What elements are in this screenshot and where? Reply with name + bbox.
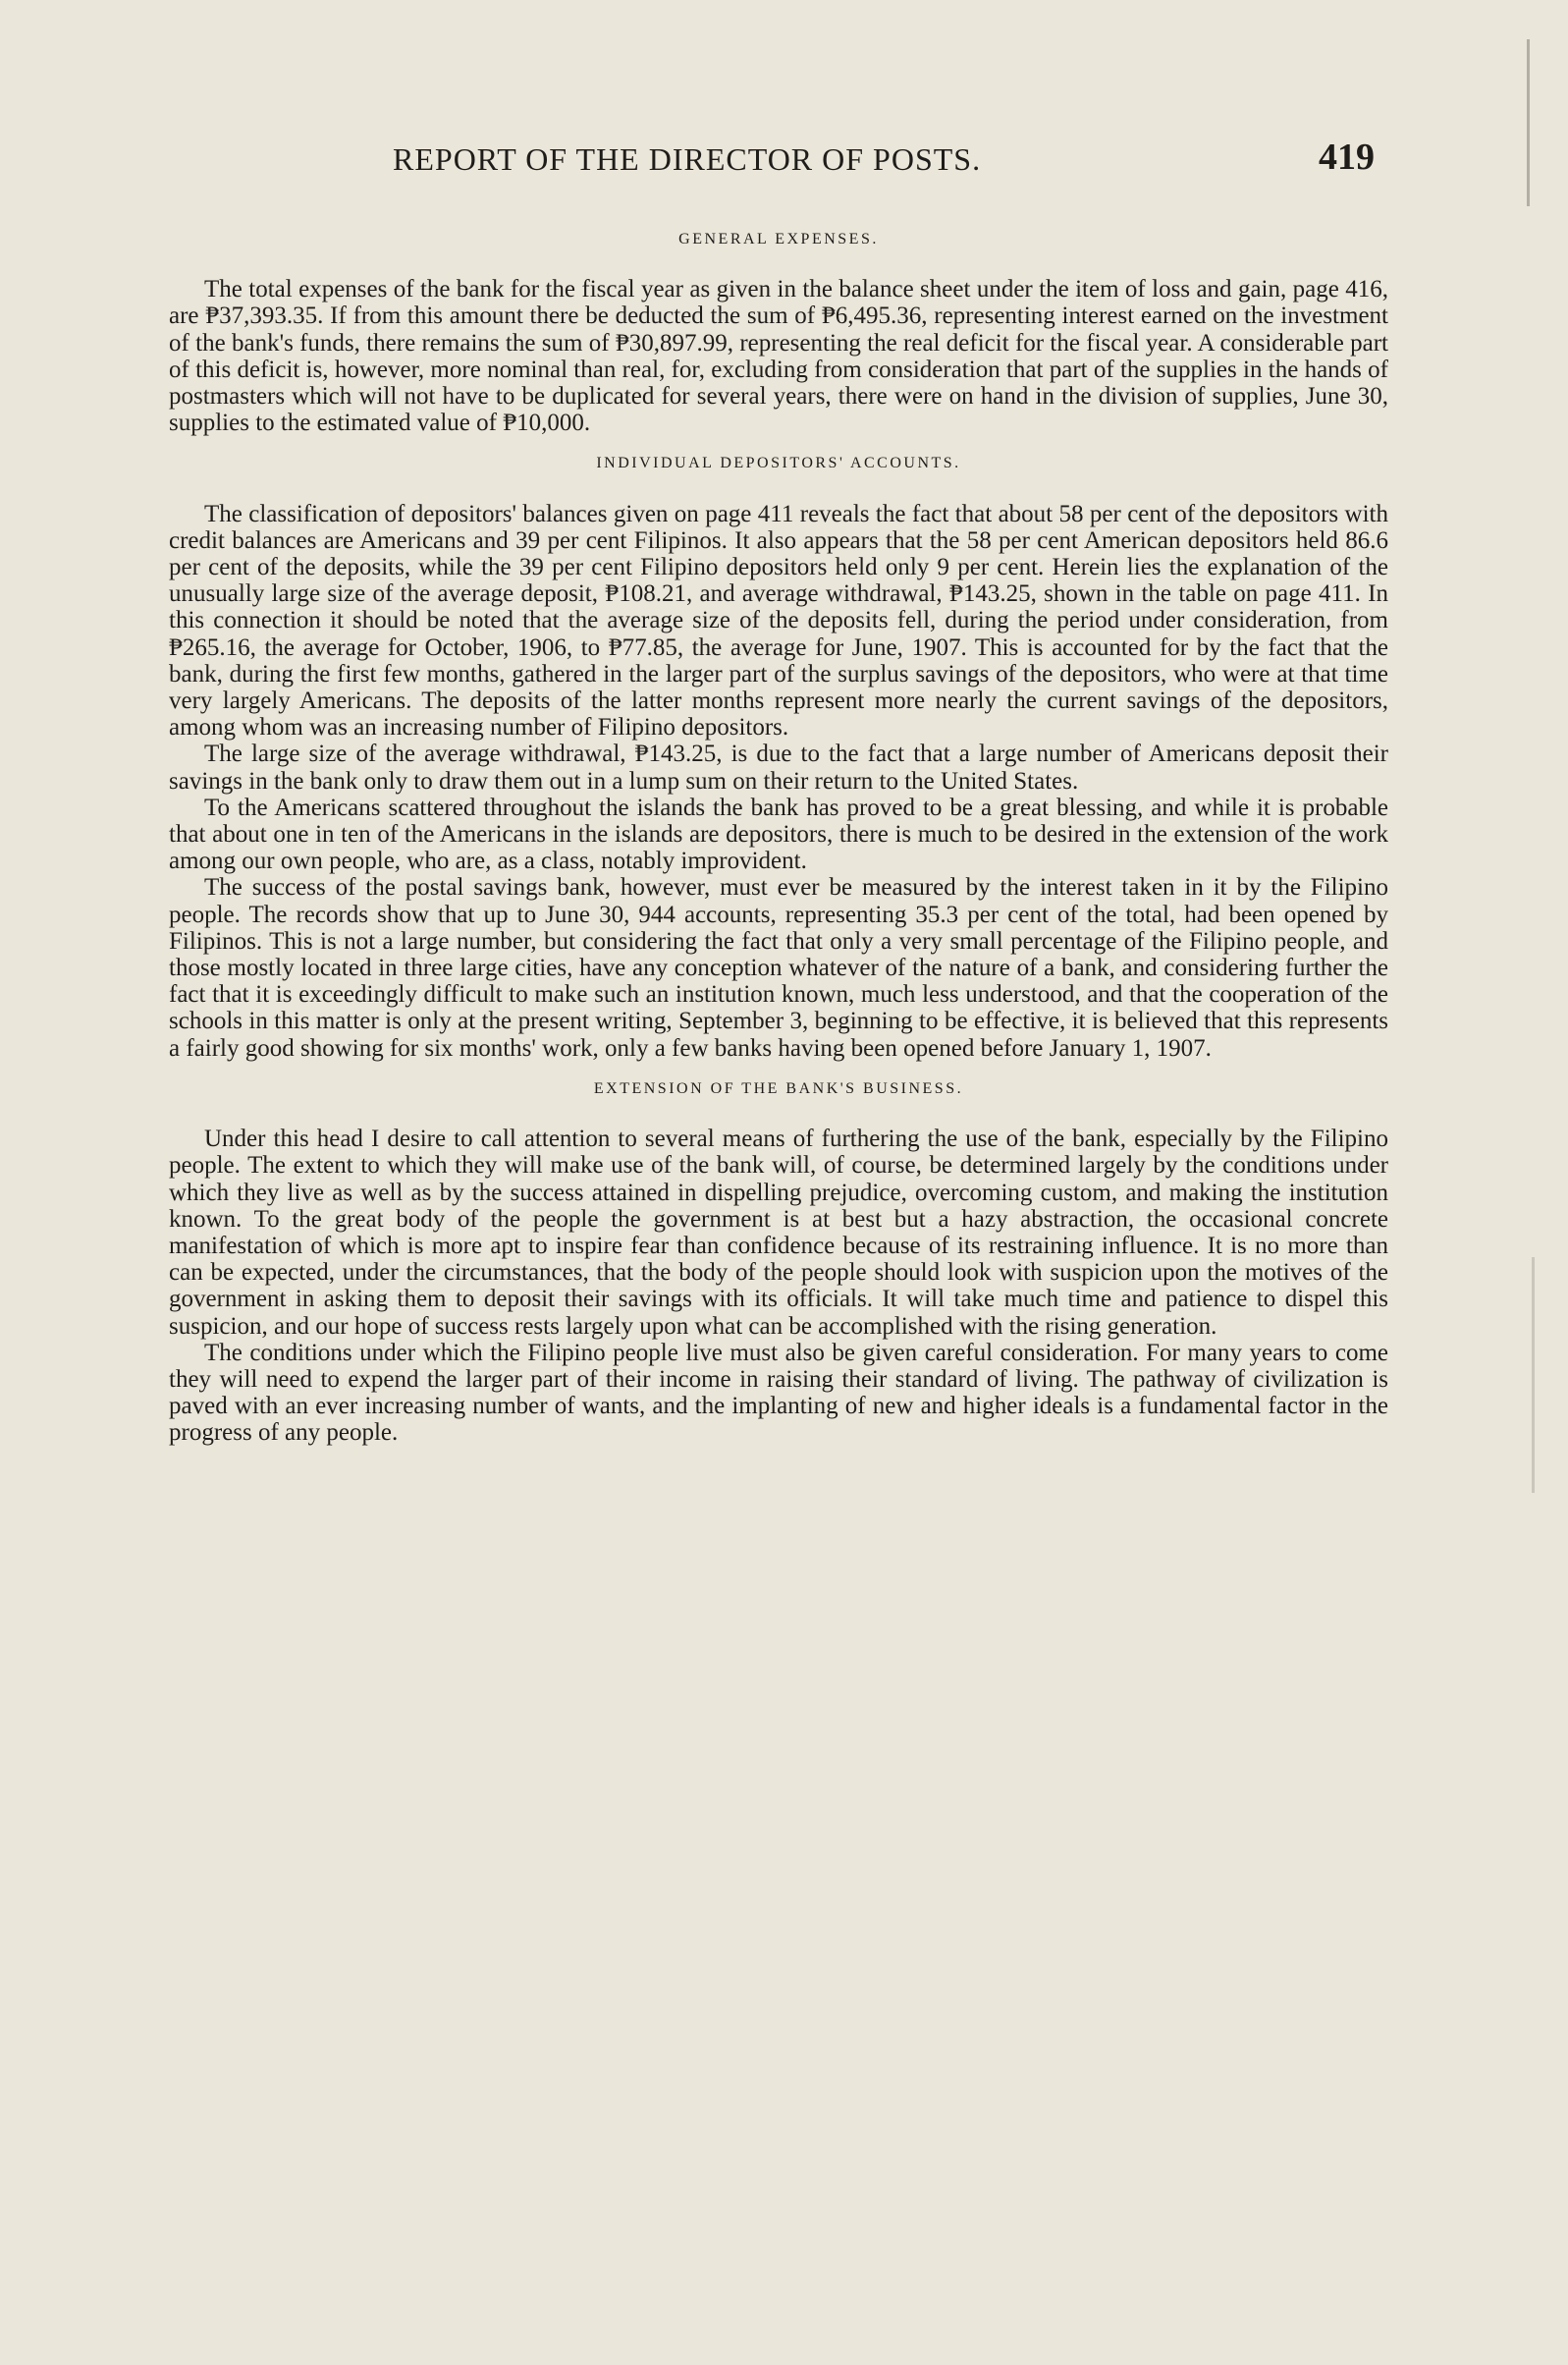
page-number: 419 <box>1319 137 1375 178</box>
paragraph: To the Americans scattered throughout the islands the bank has proved to be a great blessing, and while it is probable that about one in ten of the Americans in the islands are depositors, there is much to be desired in the extension of the work among our own people, who are, as a class, notably improvident. <box>169 794 1388 875</box>
paragraph: The large size of the average withdrawal, ₱143.25, is due to the fact that a large number of Americans deposit their savings in the bank only to draw them out in a lump sum on their return to the United States. <box>169 741 1388 795</box>
paragraph: Under this head I desire to call attention to several means of furthering the use of the bank, especially by the Filipino people. The extent to which they will make use of the bank will, of course, be determined largely by the conditions under which they live as well as by the success attained in dispelling prejudice, overcoming custom, and making the institution known. To the great body of the people the government is at best but a hazy abstraction, the occasional concrete manifestation of which is more apt to inspire fear than confidence because of its restraining influence. It is no more than can be expected, under the circumstances, that the body of the people should look with suspicion upon the motives of the government in asking them to deposit their savings with its officials. It will take much time and patience to dispel this suspicion, and our hope of success rests largely upon what can be accomplished with the rising generation. <box>169 1126 1388 1340</box>
running-head: REPORT OF THE DIRECTOR OF POSTS. <box>393 141 982 177</box>
paragraph: The total expenses of the bank for the fiscal year as given in the balance sheet under the item of loss and gain, page 416, are ₱37,393.35. If from this amount there be deducted the sum of ₱6,495.36, representing interest earned on the investment of the bank's funds, there remains the sum of ₱30,897.99, representing the real deficit for the fiscal year. A considerable part of this deficit is, however, more nominal than real, for, excluding from consideration that part of the supplies in the hands of postmasters which will not have to be duplicated for several years, there were on hand in the division of supplies, June 30, supplies to the estimated value of ₱10,000. <box>169 276 1388 437</box>
paragraph: The success of the postal savings bank, however, must ever be measured by the interest taken in it by the Filipino people. The records show that up to June 30, 944 accounts, representing 35.3 per cent of the total, had been opened by Filipinos. This is not a large number, but considering the fact that only a very small percentage of the Filipino people, and those mostly located in three large cities, have any conception whatever of the nature of a bank, and considering further the fact that it is exceedingly difficult to make such an institution known, much less understood, and that the cooperation of the schools in this matter is only at the present writing, September 3, beginning to be effective, it is believed that this represents a fairly good showing for six months' work, only a few banks having been opened before January 1, 1907. <box>169 874 1388 1062</box>
section-general-expenses <box>169 226 1388 436</box>
page-header <box>393 136 1375 194</box>
scan-edge-mark <box>1527 39 1530 206</box>
page-body <box>169 226 1388 1447</box>
section-heading: INDIVIDUAL DEPOSITORS' ACCOUNTS. <box>596 455 961 472</box>
paragraph: The classification of depositors' balances given on page 411 reveals the fact that about 58 per cent of the depositors with credit balances are Americans and 39 per cent Filipinos. It also appears that the 58 per cent American depositors held 86.6 per cent of the deposits, while the 39 per cent Filipino depositors held only 9 per cent. Herein lies the explanation of the unusually large size of the average deposit, ₱108.21, and average withdrawal, ₱143.25, shown in the table on page 411. In this connection it should be noted that the average size of the deposits fell, during the period under consideration, from ₱265.16, the average for October, 1906, to ₱77.85, the average for June, 1907. This is accounted for by the fact that the bank, during the first few months, gathered in the larger part of the surplus savings of the depositors, who were at that time very largely Americans. The deposits of the latter months represent more nearly the current savings of the depositors, among whom was an increasing number of Filipino depositors. <box>169 500 1388 742</box>
section-individual-depositors-accounts <box>169 450 1388 1061</box>
section-extension-of-banks-business <box>169 1075 1388 1447</box>
section-heading: GENERAL EXPENSES. <box>678 231 879 248</box>
paragraph: The conditions under which the Filipino people live must also be given careful consideration. For many years to come they will need to expend the larger part of their income in raising their standard of living. The pathway of civilization is paved with an ever increasing number of wants, and the implanting of new and higher ideals is a fundamental factor in the progress of any people. <box>169 1339 1388 1447</box>
scan-edge-mark <box>1532 1257 1535 1493</box>
section-heading: EXTENSION OF THE BANK'S BUSINESS. <box>593 1079 964 1097</box>
